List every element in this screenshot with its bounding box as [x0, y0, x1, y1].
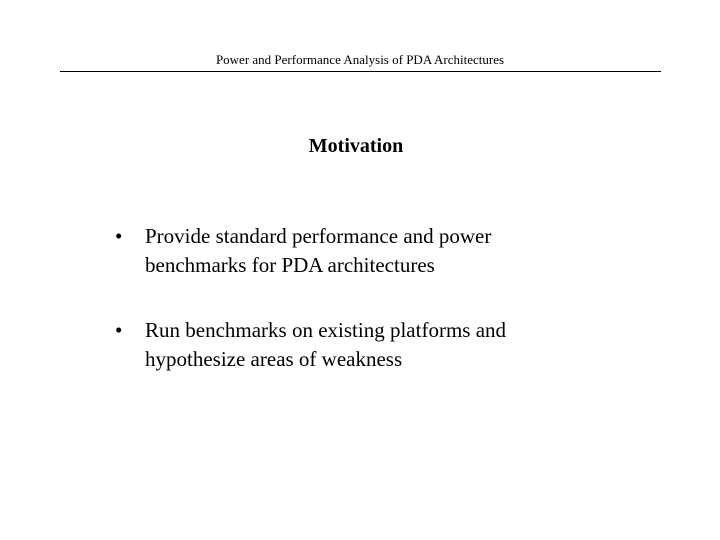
- bullet-list: [115, 222, 675, 410]
- bullet-text-line: hypothesize areas of weakness: [145, 347, 403, 371]
- bullet-icon: •: [115, 318, 123, 342]
- bullet-icon: •: [115, 224, 123, 248]
- bullet-text-line: Provide standard performance and power: [145, 224, 492, 248]
- bullet-item: [115, 222, 675, 280]
- slide-title: Motivation: [308, 135, 404, 157]
- bullet-item: [115, 316, 675, 374]
- bullet-text-line: benchmarks for PDA architectures: [145, 253, 435, 277]
- header-divider: [60, 71, 661, 72]
- header-title: Power and Performance Analysis of PDA Architectures: [215, 52, 505, 67]
- bullet-text-line: Run benchmarks on existing platforms and: [145, 318, 507, 342]
